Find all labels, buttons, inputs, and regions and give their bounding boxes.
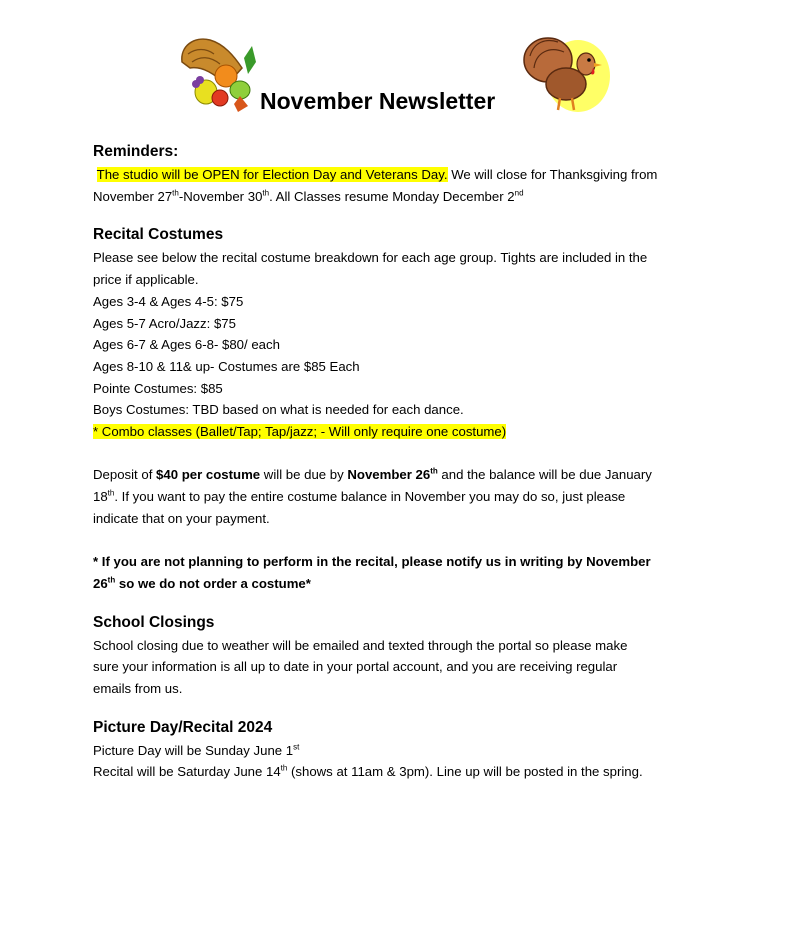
reminders-line-2: November 27th-November 30th. All Classes resume Monday December 2nd — [93, 188, 524, 204]
costume-item: Boys Costumes: TBD based on what is needed for each dance. — [93, 402, 464, 418]
costumes-intro-1: Please see below the recital costume breakdown for each age group. Tights are included in the — [93, 250, 648, 266]
closings-line: emails from us. — [93, 681, 183, 697]
deposit-line-2: 18th. If you want to pay the entire costume balance in November you may do so, just please — [93, 488, 626, 505]
costumes-heading: Recital Costumes — [93, 226, 224, 244]
costume-item: Ages 6-7 & Ages 6-8- $80/ each — [93, 337, 280, 353]
closings-heading: School Closings — [93, 613, 215, 631]
costume-item: Pointe Costumes: $85 — [93, 380, 223, 396]
closings-line: sure your information is all up to date in your portal account, and you are receiving regular — [93, 659, 618, 675]
cornucopia-icon — [176, 34, 262, 114]
reminders-line-1: The studio will be OPEN for Election Day and Veterans Day. We will close for Thanksgiving from — [96, 167, 658, 182]
combo-note-highlight: * Combo classes (Ballet/Tap; Tap/jazz; - Will only require one costume) — [93, 424, 507, 440]
open-notice-highlight: The studio will be OPEN for Election Day and Veterans Day. — [96, 167, 448, 182]
deposit-line-1: Deposit of $40 per costume will be due by November 26th and the balance will be due January — [93, 467, 652, 483]
turkey-icon — [520, 32, 612, 114]
costume-item: Ages 8-10 & 11& up- Costumes are $85 Each — [93, 358, 360, 374]
costume-item: Ages 3-4 & Ages 4-5: $75 — [93, 293, 244, 309]
picture-day-line: Picture Day will be Sunday June 1st — [93, 742, 300, 758]
opt-out-notice-line-2: 26th so we do not order a costume* — [93, 575, 311, 591]
deposit-due-date: November 26th — [347, 467, 438, 483]
reminders-heading: Reminders: — [93, 143, 179, 160]
costume-item: Ages 5-7 Acro/Jazz: $75 — [93, 315, 236, 331]
costumes-intro-2: price if applicable. — [93, 272, 199, 288]
newsletter-body — [93, 140, 703, 783]
closings-line: School closing due to weather will be emailed and texted through the portal so please make — [93, 637, 628, 653]
opt-out-notice-line-1: * If you are not planning to perform in the recital, please notify us in writing by November — [93, 554, 651, 570]
picture-day-heading: Picture Day/Recital 2024 — [93, 718, 273, 736]
newsletter-title: November Newsletter — [260, 88, 496, 114]
deposit-amount: $40 per costume — [156, 467, 261, 483]
combo-note — [93, 421, 703, 443]
deposit-line-3: indicate that on your payment. — [93, 510, 270, 526]
recital-line: Recital will be Saturday June 14th (shows at 11am & 3pm). Line up will be posted in the spring. — [93, 764, 643, 780]
